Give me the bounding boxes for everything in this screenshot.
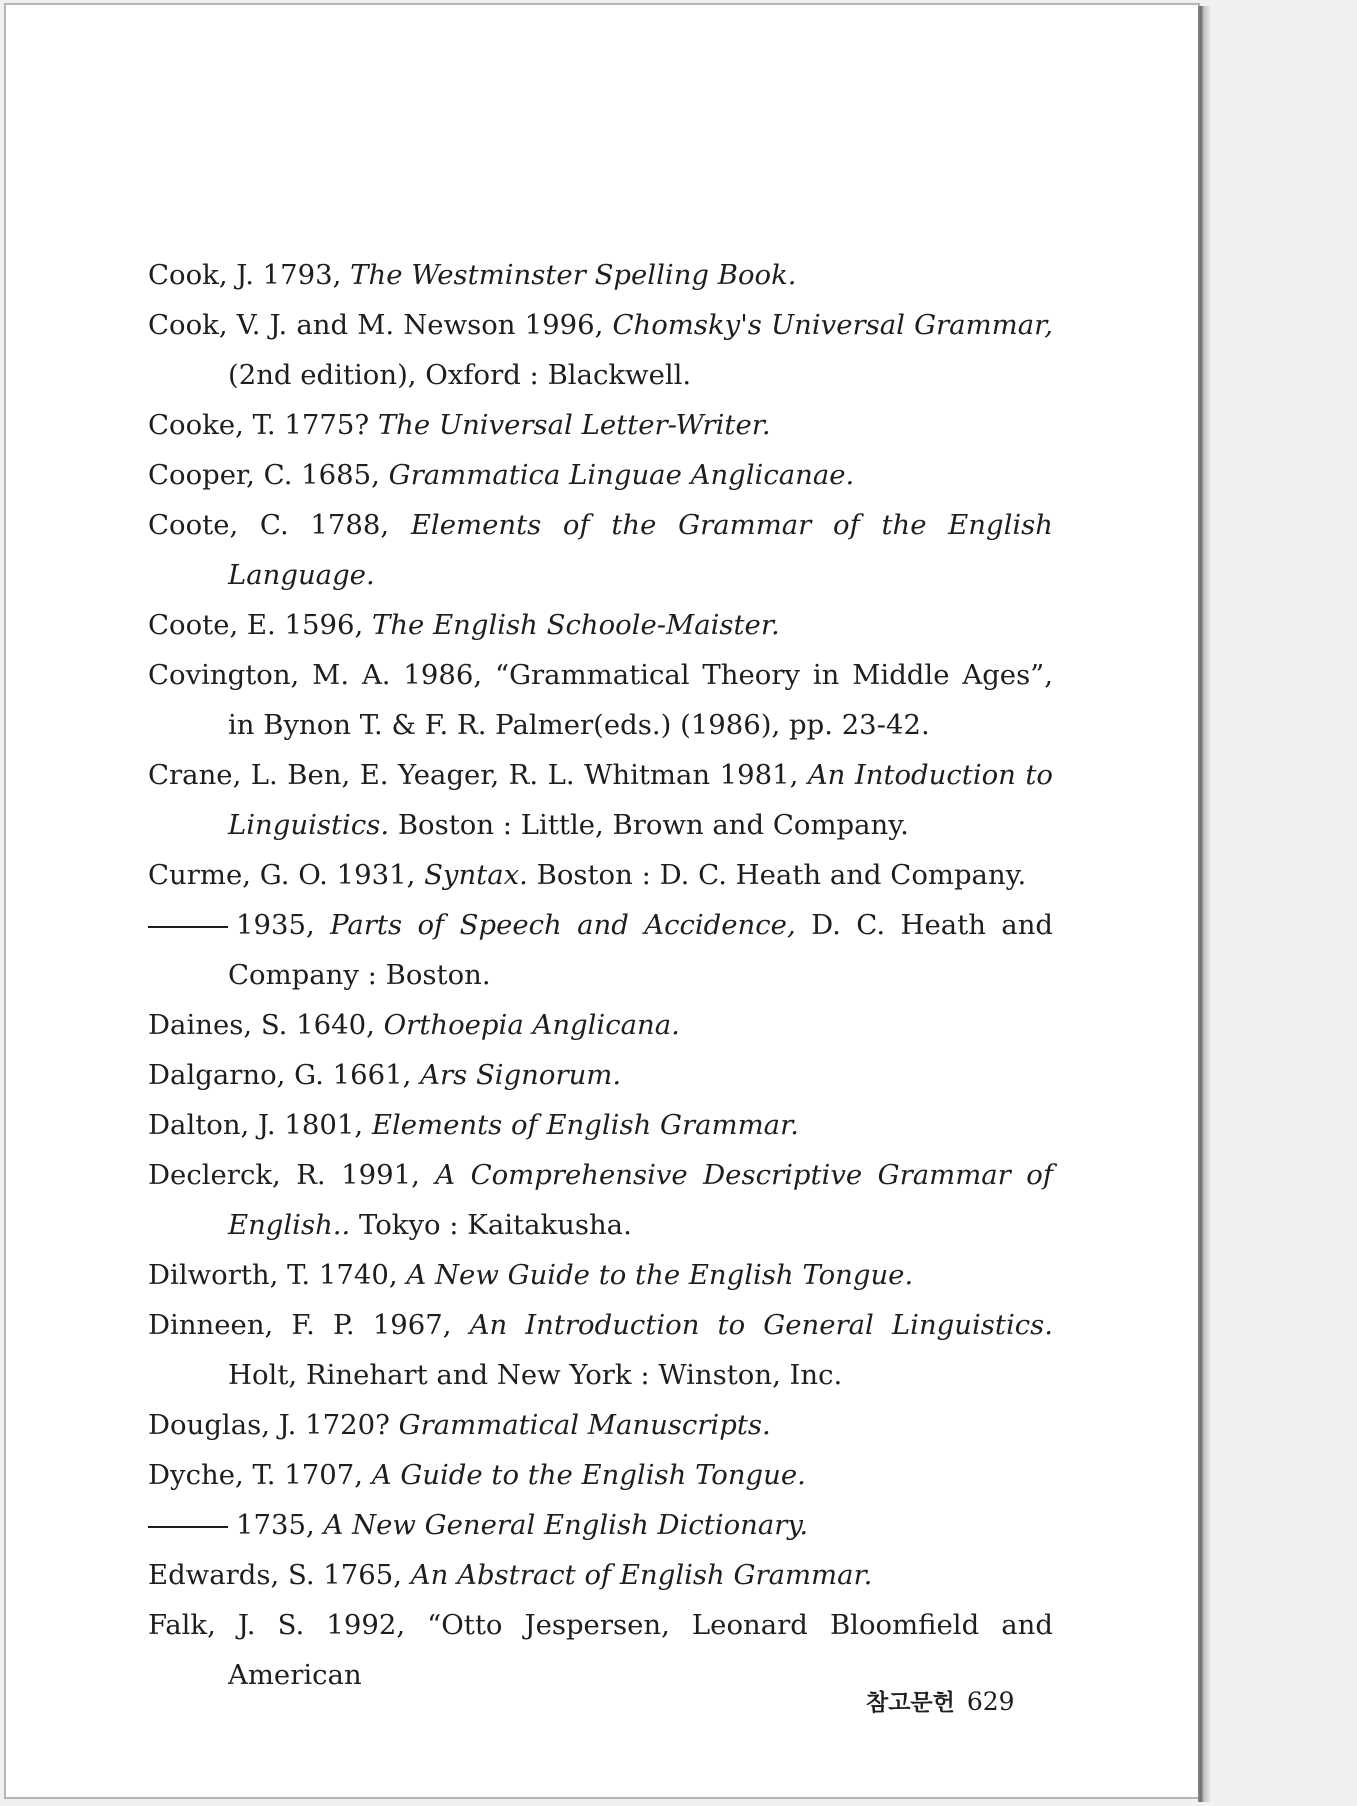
reference-author-year: Daines, S. 1640, — [148, 1009, 384, 1041]
reference-author-year: Douglas, J. 1720? — [148, 1409, 399, 1441]
reference-title: The Universal Letter-Writer. — [377, 409, 771, 441]
reference-title: Elements of English Grammar. — [371, 1109, 799, 1141]
reference-entry — [148, 1400, 1053, 1450]
reference-entry — [148, 1550, 1053, 1600]
page-footer — [866, 1684, 1015, 1717]
reference-author-year: Dilworth, T. 1740, — [148, 1259, 407, 1291]
reference-author-year: Dalton, J. 1801, — [148, 1109, 372, 1141]
reference-author-year: Coote, C. 1788, — [148, 509, 411, 541]
footer-section-label: 참고문헌 — [866, 1690, 955, 1716]
reference-entry — [148, 600, 1053, 650]
reference-title: A New General English Dictionary. — [323, 1509, 809, 1541]
reference-publisher: Boston : D. C. Heath and Company. — [527, 859, 1027, 891]
reference-author-year: Edwards, S. 1765, — [148, 1559, 411, 1591]
reference-entry — [148, 650, 1053, 750]
reference-entry — [148, 500, 1053, 600]
reference-author-year: Cooke, T. 1775? — [148, 409, 378, 441]
reference-entry — [148, 1250, 1053, 1300]
reference-entry — [148, 300, 1053, 400]
reference-title: Orthoepia Anglicana. — [383, 1009, 680, 1041]
reference-publisher: Tokyo : Kaitakusha. — [350, 1209, 632, 1241]
reference-author-year: Curme, G. O. 1931, — [148, 859, 425, 891]
reference-entry — [148, 450, 1053, 500]
reference-author-year: Dinneen, F. P. 1967, — [148, 1309, 470, 1341]
reference-title: An Introduction to General Linguistics. — [469, 1309, 1053, 1341]
reference-title: Syntax. — [424, 859, 528, 891]
reference-publisher: Boston : Little, Brown and Company. — [389, 809, 909, 841]
repeat-author-dash — [148, 1526, 228, 1528]
reference-entry — [148, 1150, 1053, 1250]
reference-author-year: 1735, — [236, 1509, 324, 1541]
reference-title: Grammatical Manuscripts. — [398, 1409, 771, 1441]
reference-title: An Intoduction to Linguistics. — [228, 759, 1053, 841]
reference-title: An Abstract of English Grammar. — [410, 1559, 873, 1591]
reference-author-year: Declerck, R. 1991, — [148, 1159, 436, 1191]
page-number: 629 — [966, 1687, 1015, 1716]
reference-title: Grammatica Linguae Anglicanae. — [388, 459, 855, 491]
reference-publisher: (2nd edition), Oxford : Blackwell. — [228, 359, 692, 391]
reference-entry — [148, 400, 1053, 450]
reference-author-year: Cook, J. 1793, — [148, 259, 351, 291]
repeat-author-dash — [148, 926, 228, 928]
reference-title: A Guide to the English Tongue. — [371, 1459, 806, 1491]
reference-entry — [148, 750, 1053, 850]
reference-entry — [148, 1450, 1053, 1500]
reference-author-year: Crane, L. Ben, E. Yeager, R. L. Whitman 1981, — [148, 759, 808, 791]
reference-author-year: Dalgarno, G. 1661, — [148, 1059, 421, 1091]
reference-entry — [148, 250, 1053, 300]
reference-entry — [148, 1050, 1053, 1100]
reference-list — [148, 250, 1053, 1700]
page-edge-shadow — [1198, 6, 1210, 1802]
reference-author-year: 1935, — [236, 909, 331, 941]
reference-title: Elements of the Grammar of the English Language. — [228, 509, 1053, 591]
reference-title: Chomsky's Universal Grammar, — [612, 309, 1053, 341]
reference-title: The English Schoole-Maister. — [372, 609, 780, 641]
reference-title: Ars Signorum. — [420, 1059, 622, 1091]
reference-title: A Comprehensive Descriptive Grammar of English.. — [228, 1159, 1053, 1241]
reference-publisher: Holt, Rinehart and New York : Winston, Inc. — [228, 1359, 843, 1391]
reference-entry — [148, 900, 1053, 1000]
reference-title: The Westminster Spelling Book. — [350, 259, 797, 291]
reference-entry — [148, 1500, 1053, 1550]
reference-publisher: D. C. Heath and Company : Boston. — [228, 909, 1054, 991]
reference-author-year: Coote, E. 1596, — [148, 609, 372, 641]
reference-entry — [148, 1300, 1053, 1400]
reference-author-year: Falk, J. S. 1992, “Otto Jespersen, Leonard Bloomfield and American — [148, 1609, 1053, 1691]
reference-entry — [148, 1000, 1053, 1050]
reference-title: Parts of Speech and Accidence, — [330, 909, 796, 941]
reference-author-year: Cooper, C. 1685, — [148, 459, 389, 491]
reference-entry — [148, 850, 1053, 900]
reference-author-year: Covington, M. A. 1986, “Grammatical Theory in Middle Ages”, in Bynon T. & F. R. Palmer(eds.) (1986), pp. 23-42. — [148, 659, 1053, 741]
reference-author-year: Dyche, T. 1707, — [148, 1459, 372, 1491]
reference-title: A New Guide to the English Tongue. — [406, 1259, 914, 1291]
reference-entry — [148, 1100, 1053, 1150]
reference-author-year: Cook, V. J. and M. Newson 1996, — [148, 309, 613, 341]
